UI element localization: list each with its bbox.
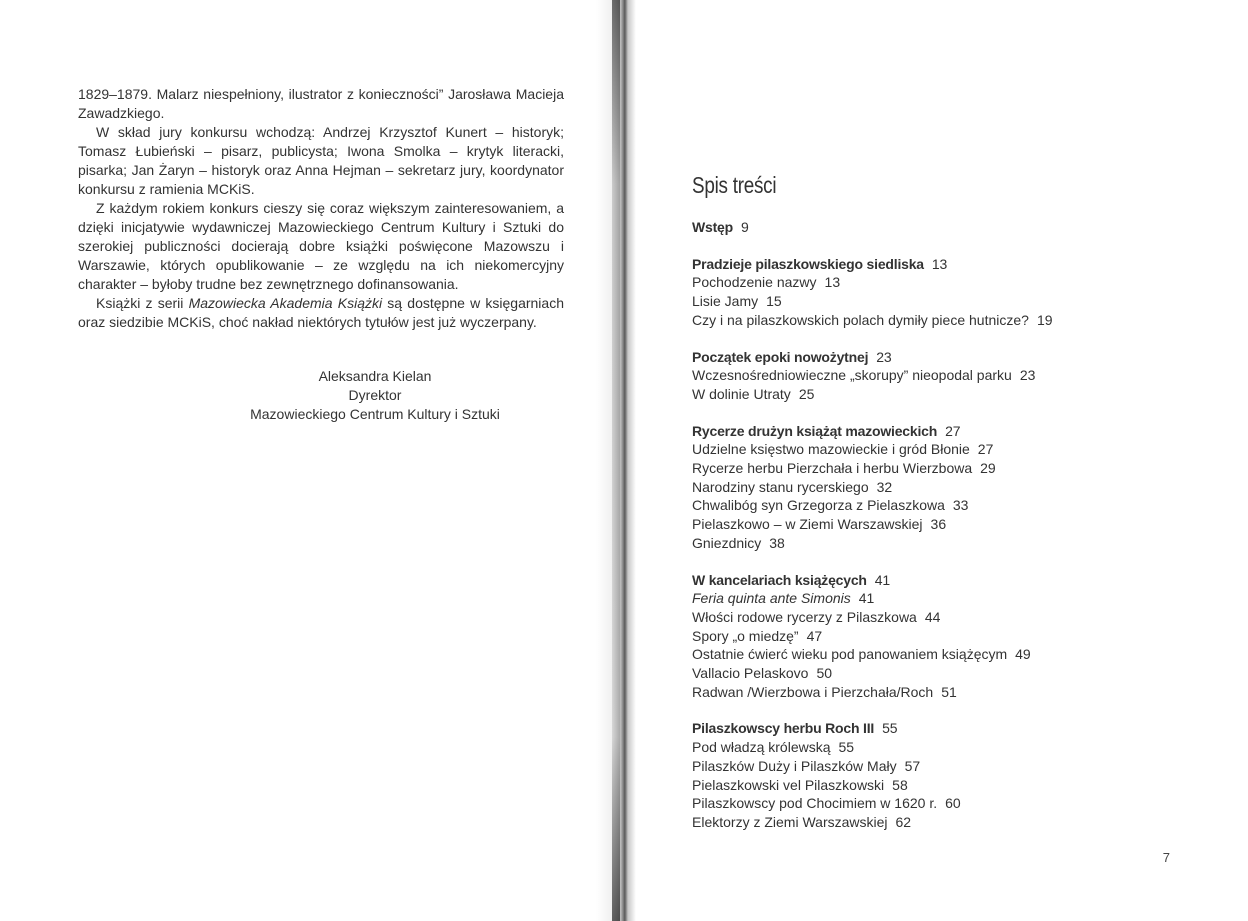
toc-entry-page: 60 bbox=[945, 795, 961, 812]
toc-section-heading bbox=[692, 348, 1212, 367]
toc-entry-page: 25 bbox=[798, 385, 815, 402]
paragraph-4-after: są dostępne w księgarniach oraz siedzibie MCKiS, choć nakład niektórych tytułów jest już wyczerpany. bbox=[78, 295, 564, 330]
toc-entry-page: 29 bbox=[980, 460, 996, 477]
toc-entry bbox=[692, 496, 1212, 515]
toc-entry-page: 33 bbox=[952, 497, 969, 514]
toc-entry-page: 19 bbox=[1036, 311, 1053, 328]
toc-entry-title: Radwan /Wierzbowa i Pierzchała/Roch bbox=[692, 683, 934, 700]
toc-section bbox=[692, 422, 1212, 553]
signature-institution: Mazowieckiego Centrum Kultury i Sztuki bbox=[250, 406, 500, 422]
toc-entry-title: Pielaszkowski vel Pilaszkowski bbox=[692, 776, 885, 793]
toc-entry-title: Gniezdnicy bbox=[692, 534, 762, 551]
toc-section-heading bbox=[692, 719, 1212, 738]
toc-entry-page: 36 bbox=[930, 516, 947, 533]
toc-section-heading bbox=[692, 218, 1212, 237]
left-page bbox=[0, 0, 616, 921]
toc-section-title: Początek epoki nowożytnej bbox=[692, 348, 869, 365]
paragraph-3: Z każdym rokiem konkurs cieszy się coraz większym zainteresowaniem, a dzięki inicjatywie wydawniczej Mazowieckiego Centrum Kultury i Sztuki do szerokiej publiczności docierają dobre książki poświęcone Mazowszu i Warszawie, których opublikowanie – ze względu na ich niekomercyjny charakter – byłoby trudne bez zewnętrznego dofinansowania. bbox=[78, 200, 564, 292]
toc-entry bbox=[692, 813, 1212, 832]
toc-section-page: 41 bbox=[874, 571, 890, 588]
toc-section-title: Pilaszkowscy herbu Roch III bbox=[692, 720, 875, 737]
toc-entry-title: Rycerze herbu Pierzchała i herbu Wierzbowa bbox=[692, 460, 973, 477]
toc-entry-title: Wczesnośredniowieczne „skorupy” nieopodal parku bbox=[692, 367, 1012, 384]
toc-entry bbox=[692, 683, 1212, 702]
toc-entry bbox=[692, 366, 1212, 385]
right-page bbox=[622, 0, 1248, 921]
toc-entry bbox=[692, 273, 1212, 292]
toc-entry bbox=[692, 311, 1212, 330]
toc-entry-title: Pielaszkowo – w Ziemi Warszawskiej bbox=[692, 516, 923, 533]
toc-entry-title: Pod władzą królewską bbox=[692, 739, 831, 756]
toc-section-title: Rycerze drużyn książąt mazowieckich bbox=[692, 422, 938, 439]
toc-entry-page: 15 bbox=[766, 293, 782, 310]
toc-entry bbox=[692, 664, 1212, 683]
toc-entry-page: 62 bbox=[895, 813, 912, 830]
toc-entry-page: 58 bbox=[892, 776, 908, 793]
toc-section-page: 55 bbox=[882, 720, 898, 737]
toc-entry bbox=[692, 292, 1212, 311]
toc-section bbox=[692, 255, 1212, 330]
toc-entry-title: Lisie Jamy bbox=[692, 293, 759, 310]
toc-entry bbox=[692, 608, 1212, 627]
toc-entry-page: 55 bbox=[838, 739, 855, 756]
toc-entry bbox=[692, 589, 1212, 608]
toc-section-heading bbox=[692, 422, 1212, 441]
signature-role: Dyrektor bbox=[348, 387, 402, 403]
toc-entry-page: 23 bbox=[1019, 367, 1036, 384]
page-number: 7 bbox=[1162, 850, 1170, 865]
toc-entry bbox=[692, 738, 1212, 757]
toc-entry-page: 50 bbox=[816, 665, 833, 682]
toc-section bbox=[692, 348, 1212, 404]
toc-entry-page: 38 bbox=[769, 534, 785, 551]
toc-section-heading bbox=[692, 571, 1212, 590]
paragraph-1: 1829–1879. Malarz niespełniony, ilustrator z konieczności” Jarosława Maciejа Zawadzkiego. bbox=[78, 86, 564, 121]
table-of-contents bbox=[692, 218, 1212, 850]
toc-entry-title: Ostatnie ćwierć wieku pod panowaniem książęcym bbox=[692, 646, 1008, 663]
toc-entry-title: Feria quinta ante Simonis bbox=[692, 590, 851, 607]
toc-entry bbox=[692, 534, 1212, 553]
toc-entry-title: W dolinie Utraty bbox=[692, 385, 791, 402]
toc-entry bbox=[692, 776, 1212, 795]
toc-entry-title: Narodziny stanu rycerskiego bbox=[692, 478, 869, 495]
toc-entry-page: 41 bbox=[858, 590, 875, 607]
toc-entry-page: 32 bbox=[876, 478, 893, 495]
toc-section-title: W kancelariach książęcych bbox=[692, 571, 867, 588]
toc-entry bbox=[692, 478, 1212, 497]
toc-entry-title: Czy i na pilaszkowskich polach dymiły piece hutnicze? bbox=[692, 311, 1029, 328]
toc-entry-title: Włości rodowe rycerzy z Pilaszkowa bbox=[692, 608, 917, 625]
toc-entry bbox=[692, 757, 1212, 776]
paragraph-2: W skład jury konkursu wchodzą: Andrzej Krzysztof Kunert – historyk; Tomasz Łubieński – pisarz, publicysta; Iwona Smolka – krytyk literacki, pisarka; Jan Żaryn – historyk oraz Anna Hejman – sekretarz jury, koordynator konkursu z ramienia MCKiS. bbox=[78, 124, 564, 197]
toc-section-page: 13 bbox=[931, 255, 948, 272]
gutter-shadow bbox=[612, 0, 620, 921]
toc-entry bbox=[692, 440, 1212, 459]
signature bbox=[230, 367, 520, 424]
toc-section-page: 9 bbox=[741, 219, 749, 235]
toc-entry bbox=[692, 627, 1212, 646]
toc-entry-title: Chwalibóg syn Grzegorza z Pielaszkowa bbox=[692, 497, 945, 514]
paragraph-4-before: Książki z serii bbox=[96, 295, 189, 311]
toc-section bbox=[692, 719, 1212, 831]
toc-title: Spis treści bbox=[692, 172, 777, 198]
toc-section bbox=[692, 218, 1212, 237]
toc-entry-title: Pilaszków Duży i Pilaszków Mały bbox=[692, 757, 897, 774]
series-title: Mazowiecka Akademia Książki bbox=[188, 295, 383, 311]
toc-section-heading bbox=[692, 255, 1212, 274]
toc-entry bbox=[692, 794, 1212, 813]
toc-entry-title: Pochodzenie nazwy bbox=[692, 274, 817, 291]
toc-entry-title: Elektorzy z Ziemi Warszawskiej bbox=[692, 813, 888, 830]
toc-entry-title: Spory „o miedzę” bbox=[692, 627, 799, 644]
toc-entry-page: 44 bbox=[924, 608, 941, 625]
toc-entry bbox=[692, 385, 1212, 404]
toc-section-page: 23 bbox=[876, 348, 892, 365]
toc-entry bbox=[692, 459, 1212, 478]
toc-entry-page: 47 bbox=[806, 627, 823, 644]
toc-entry-title: Pilaszkowscy pod Chocimiem w 1620 r. bbox=[692, 795, 938, 812]
toc-section-title: Wstęp bbox=[692, 219, 734, 235]
toc-section-page: 27 bbox=[945, 422, 961, 439]
toc-entry-title: Udzielne księstwo mazowieckie i gród Błonie bbox=[692, 441, 970, 458]
toc-entry-title: Vallacio Pelaskovo bbox=[692, 665, 809, 682]
toc-section-title: Pradzieje pilaszkowskiego siedliska bbox=[692, 255, 924, 272]
toc-entry-page: 57 bbox=[904, 757, 921, 774]
toc-entry-page: 49 bbox=[1015, 646, 1031, 663]
toc-entry bbox=[692, 645, 1212, 664]
toc-entry-page: 13 bbox=[824, 274, 841, 291]
signature-name: Aleksandra Kielan bbox=[318, 368, 432, 384]
toc-entry-page: 51 bbox=[941, 683, 957, 700]
toc-entry-page: 27 bbox=[977, 441, 994, 458]
toc-entry bbox=[692, 515, 1212, 534]
body-text bbox=[78, 85, 564, 332]
toc-section bbox=[692, 571, 1212, 702]
paragraph-4 bbox=[78, 294, 564, 332]
